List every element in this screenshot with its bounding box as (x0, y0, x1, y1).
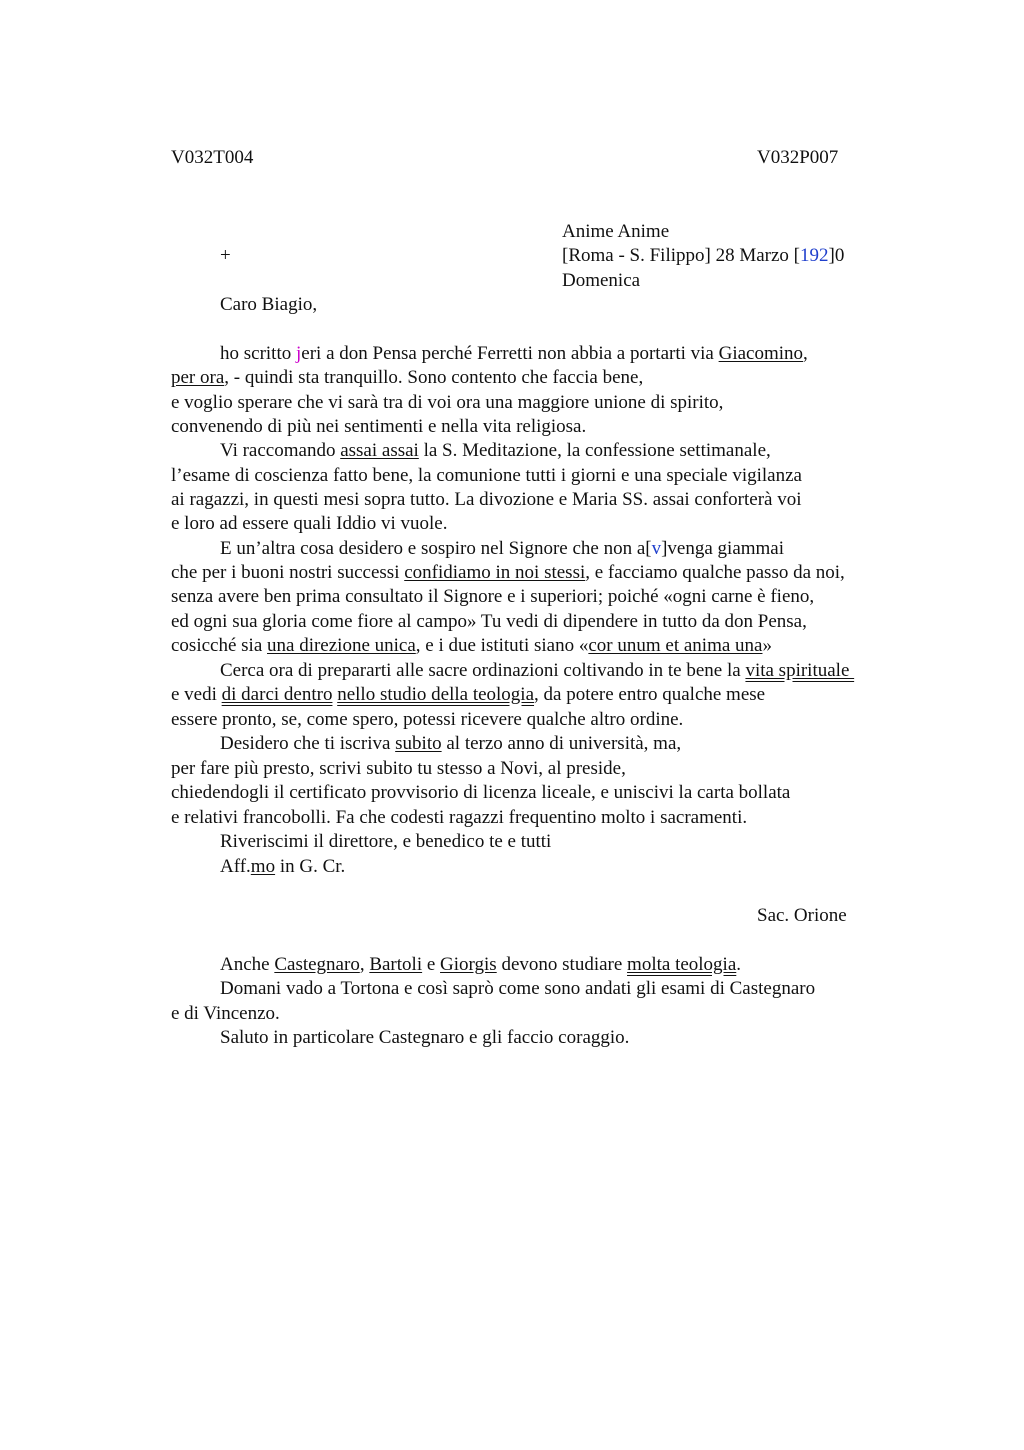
text-run: Cerca ora di prepararti alle sacre ordinazioni coltivando in te bene la (220, 660, 746, 681)
body-line-10 (171, 561, 845, 585)
text-run: eri a don Pensa perché Ferretti non abbia a portarti via (301, 343, 719, 364)
body-line-17 (220, 732, 681, 756)
body-line-12: ed ogni sua gloria come fiore al campo» Tu vedi di dipendere in tutto da don Pensa, (171, 611, 807, 632)
text-run: Anche (220, 954, 275, 975)
text-run: la S. Meditazione, la confessione settimanale, (418, 440, 771, 461)
body-line-14 (220, 659, 854, 683)
text-run: ]venga giammai (661, 538, 785, 559)
body-line-11: senza avere ben prima consultato il Signore e i superiori; poiché «ogni carne è fieno, (171, 586, 815, 607)
underlined-text: Bartoli (369, 954, 423, 975)
underlined-text: cor unum et anima una (588, 635, 763, 656)
double-underlined-text: vita spirituale (745, 660, 855, 681)
double-underlined-text: molta teologia (627, 954, 737, 975)
signature: Sac. Orione (757, 905, 847, 926)
page-code-right: V032P007 (757, 147, 839, 168)
text-run: cosicché sia (171, 635, 268, 656)
body-line-9 (220, 537, 784, 561)
text-run: , (359, 954, 370, 975)
weekday-line: Domenica (562, 270, 641, 291)
body-line-7: ai ragazzi, in questi mesi sopra tutto. La divozione e Maria SS. assai conforterà voi (171, 489, 802, 510)
underlined-text: una direzione unica (267, 635, 416, 656)
place-line-1: Anime Anime (562, 221, 670, 242)
text-run: E un’altra cosa desidero e sospiro nel Signore che non a[ (220, 538, 652, 559)
cross-mark: + (220, 245, 231, 266)
text-run: in G. Cr. (275, 856, 346, 877)
body-line-8: e loro ad essere quali Iddio vi vuole. (171, 513, 448, 534)
salutation: Caro Biagio, (220, 294, 318, 315)
underlined-text: Giacomino (718, 343, 804, 364)
underlined-text: mo (250, 856, 276, 877)
text-run: . (736, 954, 742, 975)
text-run: Aff. (220, 856, 251, 877)
body-line-20: e relativi francobolli. Fa che codesti ragazzi frequentino molto i sacramenti. (171, 807, 748, 828)
text-run: , e i due istituti siano « (415, 635, 589, 656)
text-run: Desidero che ti iscriva (220, 733, 396, 754)
place-date-line (562, 244, 844, 268)
postscript-line-1 (220, 953, 741, 977)
text-run: , (803, 343, 808, 364)
body-line-3: e voglio sperare che vi sarà tra di voi ora una maggiore unione di spirito, (171, 392, 724, 413)
body-line-2 (171, 366, 643, 390)
postscript-line-3: e di Vincenzo. (171, 1003, 280, 1024)
text-run: Vi raccomando (220, 440, 341, 461)
text-run: , da potere entro qualche mese (534, 684, 766, 705)
body-line-4: convenendo di più nei sentimenti e nella vita religiosa. (171, 416, 587, 437)
text-run: devono studiare (496, 954, 628, 975)
underlined-text: per ora (171, 367, 225, 388)
place-date-text: [Roma - S. Filippo] 28 Marzo [ (562, 245, 801, 266)
underlined-text: Castegnaro (274, 954, 360, 975)
body-line-16: essere pronto, se, come spero, potessi ricevere qualche altro ordine. (171, 709, 684, 730)
editorial-insertion: 192 (800, 245, 829, 266)
document-code-left: V032T004 (171, 147, 254, 168)
editorial-mark: j (296, 343, 302, 364)
body-line-6: l’esame di coscienza fatto bene, la comunione tutti i giorni e una speciale vigilanza (171, 465, 802, 486)
text-run: al terzo anno di università, ma, (441, 733, 682, 754)
body-line-5 (220, 439, 771, 463)
text-run: ho scritto (220, 343, 296, 364)
text-run: , - quindi sta tranquillo. Sono contento che faccia bene, (224, 367, 644, 388)
text-run: , e facciamo qualche passo da noi, (585, 562, 845, 583)
underlined-text: confidiamo in noi stessi (404, 562, 586, 583)
underlined-text: assai assai (340, 440, 419, 461)
body-line-1 (220, 342, 808, 366)
postscript-line-2: Domani vado a Tortona e così saprò come sono andati gli esami di Castegnaro (220, 978, 816, 999)
body-line-15 (171, 683, 765, 707)
body-line-13 (171, 634, 772, 658)
body-line-19: chiedendogli il certificato provvisorio di licenza liceale, e uniscivi la carta bollata (171, 782, 791, 803)
text-run: » (762, 635, 772, 656)
editorial-insertion: v (651, 538, 662, 559)
closing-line (220, 855, 345, 879)
text-run: e (422, 954, 441, 975)
text-run: che per i buoni nostri successi (171, 562, 405, 583)
underlined-text: Giorgis (440, 954, 497, 975)
body-line-18: per fare più presto, scrivi subito tu stesso a Novi, al preside, (171, 758, 626, 779)
double-underlined-text: di darci dentro (221, 684, 333, 705)
place-date-end: ]0 (828, 245, 845, 266)
underlined-text: subito (395, 733, 442, 754)
double-underlined-text: nello studio della teologia (337, 684, 535, 705)
body-line-21: Riveriscimi il direttore, e benedico te e tutti (220, 831, 552, 852)
postscript-line-4: Saluto in particolare Castegnaro e gli faccio coraggio. (220, 1027, 630, 1048)
text-run: e vedi (171, 684, 222, 705)
